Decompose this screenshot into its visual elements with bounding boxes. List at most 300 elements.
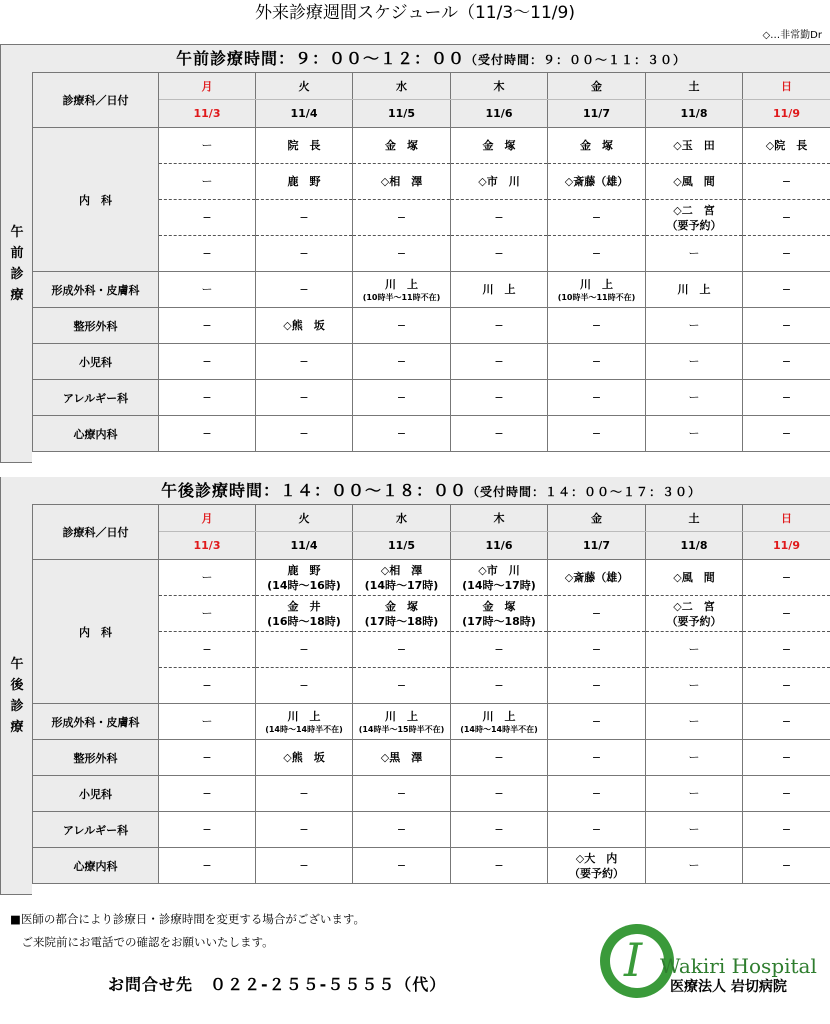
corner-label: 診療科／日付 (33, 505, 159, 560)
schedule-cell (159, 128, 256, 164)
doctor-name: − (781, 211, 792, 224)
schedule-cell (256, 632, 353, 668)
schedule-cell (159, 380, 256, 416)
date-header: 11/8 (646, 532, 743, 560)
doctor-name: 金 塚 (580, 139, 613, 152)
doctor-name: − (299, 643, 309, 656)
schedule-cell (353, 272, 451, 308)
schedule-cell (353, 812, 451, 848)
doctor-note: （要予約） (666, 614, 722, 628)
day-header: 日 (743, 505, 830, 532)
note-line: ご来院前にお電話での確認をお願いいたします。 (10, 935, 274, 949)
doctor-note: (17時〜18時) (462, 614, 536, 628)
doctor-name: 川 上 (287, 709, 321, 723)
schedule-cell (451, 596, 548, 632)
doctor-name: ー (688, 247, 700, 260)
doctor-name: − (202, 211, 212, 224)
schedule-cell (646, 416, 743, 452)
schedule-cell (646, 128, 743, 164)
schedule-cell (743, 776, 830, 812)
doctor-name: ー (688, 787, 700, 800)
schedule-cell (353, 200, 451, 236)
doctor-name: − (781, 247, 792, 260)
logo-mark: I (624, 933, 643, 987)
schedule-cell (451, 272, 548, 308)
schedule-cell (548, 236, 646, 272)
doctor-name: − (591, 355, 602, 368)
doctor-name: − (299, 427, 309, 440)
doctor-name: ー (201, 571, 213, 584)
doctor-note: (14時〜16時) (267, 578, 341, 592)
doctor-name: ◇斎藤（雄） (564, 571, 629, 584)
schedule-cell (353, 128, 451, 164)
doctor-name: − (299, 787, 309, 800)
schedule-cell (256, 128, 353, 164)
doctor-name: − (781, 355, 792, 368)
doctor-name: − (591, 751, 602, 764)
doctor-name: − (299, 823, 309, 836)
doctor-name: ◇大 内 (575, 851, 618, 865)
doctor-name: − (396, 355, 407, 368)
schedule-cell (451, 704, 548, 740)
doctor-name: − (202, 823, 212, 836)
doctor-name: − (494, 751, 504, 764)
schedule-cell (256, 308, 353, 344)
doctor-name: − (591, 715, 602, 728)
schedule-cell (743, 740, 830, 776)
schedule-cell (743, 848, 830, 884)
schedule-cell (548, 164, 646, 200)
date-header: 11/7 (548, 100, 646, 128)
doctor-name: − (781, 643, 792, 656)
doctor-name: − (299, 247, 309, 260)
doctor-name: − (396, 859, 407, 872)
doctor-name: − (396, 247, 407, 260)
day-header: 月 (159, 505, 256, 532)
doctor-name: − (494, 355, 504, 368)
day-header: 金 (548, 505, 646, 532)
schedule-cell (743, 704, 830, 740)
schedule-cell (451, 308, 548, 344)
date-header: 11/4 (256, 100, 353, 128)
dept-row (33, 812, 830, 848)
schedule-cell (159, 596, 256, 632)
schedule-cell (451, 740, 548, 776)
sidebar-char: 午 (10, 225, 24, 240)
schedule-cell (548, 812, 646, 848)
doctor-name: − (396, 427, 407, 440)
schedule-cell (548, 848, 646, 884)
doctor-name: − (494, 823, 504, 836)
doctor-name: 金 塚 (385, 599, 418, 613)
dept-row (33, 416, 830, 452)
logo-english-name: Wakiri Hospital (660, 954, 817, 978)
doctor-name: − (202, 643, 212, 656)
schedule-cell (353, 632, 451, 668)
doctor-name: − (396, 643, 407, 656)
doctor-absence-note: (14時半〜15時半不在) (358, 724, 445, 734)
dept-label: 小児科 (33, 344, 159, 380)
schedule-cell (743, 560, 830, 596)
schedule-cell (256, 344, 353, 380)
doctor-name: ◇市 川 (478, 175, 520, 188)
schedule-cell (743, 632, 830, 668)
day-header: 木 (451, 73, 548, 100)
dept-row (33, 344, 830, 380)
doctor-name: − (494, 679, 504, 692)
schedule-cell (353, 236, 451, 272)
dept-label: 心療内科 (33, 416, 159, 452)
doctor-name: − (299, 211, 309, 224)
schedule-cell (646, 272, 743, 308)
hours-reception: （受付時間：１４：００〜１７：３０） (467, 485, 702, 499)
schedule-cell (256, 236, 353, 272)
day-header: 金 (548, 73, 646, 100)
date-header: 11/3 (159, 532, 256, 560)
dept-row (33, 704, 830, 740)
doctor-name: − (591, 679, 602, 692)
doctor-name: ◇玉 田 (673, 139, 715, 152)
schedule-cell (451, 812, 548, 848)
schedule-cell (353, 416, 451, 452)
doctor-name: ー (688, 391, 700, 404)
doctor-name: − (299, 283, 309, 296)
date-header: 11/6 (451, 532, 548, 560)
day-header: 火 (256, 73, 353, 100)
schedule-cell (159, 740, 256, 776)
schedule-cell (256, 776, 353, 812)
doctor-name: − (781, 823, 792, 836)
schedule-cell (451, 128, 548, 164)
schedule-cell (743, 668, 830, 704)
schedule-cell (646, 308, 743, 344)
doctor-name: ー (201, 175, 213, 188)
hours-main: 午前診療時間：９：００〜１２：００ (175, 49, 465, 68)
doctor-name: 川 上 (580, 277, 613, 291)
doctor-name: − (591, 787, 602, 800)
schedule-cell (159, 632, 256, 668)
sidebar-char: 午 (10, 657, 24, 672)
schedule-cell (159, 704, 256, 740)
schedule-cell (256, 668, 353, 704)
schedule-cell (548, 632, 646, 668)
doctor-name: − (781, 571, 792, 584)
pm-sidebar (0, 477, 32, 895)
doctor-name: − (299, 355, 309, 368)
dept-row (33, 380, 830, 416)
pm-hours-header (32, 477, 830, 504)
schedule-cell (256, 200, 353, 236)
dept-row (33, 776, 830, 812)
doctor-name: ◇市 川 (478, 563, 520, 577)
doctor-name: − (591, 319, 602, 332)
schedule-cell (743, 416, 830, 452)
doctor-name: − (591, 643, 602, 656)
doctor-name: − (396, 319, 407, 332)
doctor-absence-note: (14時〜14時半不在) (265, 724, 343, 734)
page-title: 外来診療週間スケジュール（11/3〜11/9) (255, 3, 575, 23)
doctor-name: − (299, 859, 309, 872)
schedule-cell (159, 308, 256, 344)
dept-label: 心療内科 (33, 848, 159, 884)
schedule-cell (256, 596, 353, 632)
doctor-name: − (781, 787, 792, 800)
date-header: 11/4 (256, 532, 353, 560)
doctor-name: 金 井 (287, 599, 321, 613)
date-header: 11/7 (548, 532, 646, 560)
schedule-cell (743, 596, 830, 632)
schedule-cell (548, 128, 646, 164)
schedule-cell (743, 200, 830, 236)
am-sidebar (0, 45, 32, 463)
doctor-name: ◇院 長 (765, 139, 808, 152)
schedule-cell (548, 380, 646, 416)
schedule-cell (451, 776, 548, 812)
doctor-name: − (202, 319, 212, 332)
doctor-name: − (396, 823, 407, 836)
doctor-name: − (494, 319, 504, 332)
dept-label: 整形外科 (33, 308, 159, 344)
dept-label: 形成外科・皮膚科 (33, 272, 159, 308)
doctor-absence-note: (10時半〜11時不在) (557, 292, 636, 302)
sidebar-char: 療 (10, 288, 24, 303)
schedule-cell (743, 272, 830, 308)
doctor-name: ー (688, 319, 700, 332)
doctor-name: − (781, 751, 792, 764)
doctor-name: ◇斎藤（雄） (564, 175, 629, 188)
schedule-cell (159, 848, 256, 884)
doctor-name: 金 塚 (482, 139, 516, 152)
schedule-cell (548, 308, 646, 344)
schedule-cell (743, 128, 830, 164)
schedule-cell (159, 560, 256, 596)
schedule-cell (353, 380, 451, 416)
day-header-row (33, 73, 830, 100)
schedule-cell (548, 272, 646, 308)
doctor-note: (16時〜18時) (267, 614, 341, 628)
schedule-cell (353, 848, 451, 884)
schedule-cell (159, 200, 256, 236)
am-hours-header (32, 45, 830, 72)
doctor-note: （要予約） (569, 866, 624, 880)
day-header: 土 (646, 73, 743, 100)
doctor-name: 鹿 野 (287, 563, 321, 577)
doctor-name: − (781, 175, 792, 188)
dept-label: 整形外科 (33, 740, 159, 776)
schedule-cell (646, 596, 743, 632)
schedule-cell (256, 272, 353, 308)
schedule-cell (451, 560, 548, 596)
doctor-name: − (781, 283, 792, 296)
legend-note: ◇…非常勤Dr (762, 30, 822, 41)
schedule-cell (353, 776, 451, 812)
doctor-name: 川 上 (482, 283, 516, 296)
day-header: 日 (743, 73, 830, 100)
dept-label: 内 科 (33, 128, 159, 272)
internal-medicine-row (33, 560, 830, 596)
pm-schedule-block (0, 477, 830, 895)
schedule-cell (743, 236, 830, 272)
doctor-absence-note: (14時〜14時半不在) (460, 724, 538, 734)
schedule-cell (451, 236, 548, 272)
schedule-cell (159, 812, 256, 848)
doctor-name: ー (201, 607, 213, 620)
schedule-cell (256, 380, 353, 416)
schedule-cell (159, 272, 256, 308)
doctor-note: (17時〜18時) (364, 614, 439, 628)
doctor-name: − (494, 787, 504, 800)
schedule-cell (548, 596, 646, 632)
schedule-cell (159, 164, 256, 200)
doctor-name: − (591, 427, 602, 440)
day-header: 水 (353, 505, 451, 532)
doctor-name: 金 塚 (482, 599, 516, 613)
doctor-name: − (781, 607, 792, 620)
schedule-cell (646, 740, 743, 776)
doctor-name: ー (688, 751, 700, 764)
schedule-cell (743, 308, 830, 344)
schedule-cell (548, 200, 646, 236)
schedule-cell (451, 416, 548, 452)
doctor-name: ー (201, 715, 213, 728)
doctor-name: − (494, 211, 504, 224)
doctor-name: − (494, 643, 504, 656)
doctor-name: 川 上 (677, 283, 711, 296)
schedule-cell (159, 668, 256, 704)
day-header: 月 (159, 73, 256, 100)
internal-medicine-row (33, 128, 830, 164)
doctor-name: − (202, 679, 212, 692)
doctor-name: ー (688, 823, 700, 836)
schedule-cell (743, 380, 830, 416)
schedule-cell (256, 812, 353, 848)
doctor-name: 金 塚 (385, 139, 418, 152)
doctor-name: ー (688, 679, 700, 692)
schedule-cell (646, 200, 743, 236)
schedule-cell (646, 236, 743, 272)
date-header: 11/5 (353, 532, 451, 560)
date-header: 11/3 (159, 100, 256, 128)
schedule-cell (451, 668, 548, 704)
date-header: 11/9 (743, 532, 830, 560)
schedule-cell (548, 560, 646, 596)
doctor-name: ◇熊 坂 (283, 319, 325, 332)
doctor-name: − (781, 679, 792, 692)
schedule-cell (353, 344, 451, 380)
doctor-name: ー (688, 715, 700, 728)
schedule-cell (743, 164, 830, 200)
schedule-cell (353, 308, 451, 344)
day-header: 土 (646, 505, 743, 532)
schedule-cell (646, 380, 743, 416)
doctor-name: − (202, 751, 212, 764)
schedule-cell (256, 848, 353, 884)
doctor-name: − (396, 679, 407, 692)
doctor-name: 川 上 (385, 277, 418, 291)
am-schedule-block (0, 45, 830, 463)
dept-label: 小児科 (33, 776, 159, 812)
schedule-cell (646, 164, 743, 200)
doctor-name: − (781, 859, 792, 872)
doctor-name: ◇風 間 (673, 175, 715, 188)
dept-label: 内 科 (33, 560, 159, 704)
schedule-cell (743, 344, 830, 380)
doctor-absence-note: (10時半〜11時不在) (362, 292, 441, 302)
doctor-name: − (202, 787, 212, 800)
am-schedule-table (32, 72, 830, 452)
schedule-cell (548, 740, 646, 776)
schedule-cell (646, 848, 743, 884)
doctor-name: − (299, 391, 309, 404)
doctor-name: ◇相 澤 (380, 175, 423, 188)
doctor-name: − (591, 211, 602, 224)
sidebar-char: 後 (10, 678, 24, 693)
schedule-cell (646, 668, 743, 704)
schedule-cell (451, 380, 548, 416)
doctor-name: − (591, 823, 602, 836)
dept-row (33, 272, 830, 308)
day-header-row (33, 505, 830, 532)
doctor-name: 川 上 (385, 709, 418, 723)
schedule-cell (451, 632, 548, 668)
schedule-cell (548, 776, 646, 812)
schedule-cell (353, 704, 451, 740)
dept-label: 形成外科・皮膚科 (33, 704, 159, 740)
schedule-cell (646, 704, 743, 740)
day-header: 木 (451, 505, 548, 532)
schedule-cell (451, 848, 548, 884)
schedule-cell (256, 416, 353, 452)
doctor-name: ◇二 宮 (673, 203, 715, 217)
schedule-cell (353, 164, 451, 200)
doctor-name: ◇相 澤 (380, 563, 423, 577)
doctor-name: − (494, 427, 504, 440)
day-header: 火 (256, 505, 353, 532)
doctor-name: − (781, 427, 792, 440)
schedule-cell (256, 704, 353, 740)
doctor-name: − (781, 319, 792, 332)
doctor-name: ー (201, 283, 213, 296)
doctor-name: 院 長 (287, 139, 321, 152)
schedule-cell (256, 560, 353, 596)
schedule-cell (256, 740, 353, 776)
doctor-name: − (202, 355, 212, 368)
schedule-cell (353, 596, 451, 632)
doctor-name: − (494, 859, 504, 872)
doctor-name: − (781, 391, 792, 404)
corner-label: 診療科／日付 (33, 73, 159, 128)
schedule-cell (159, 776, 256, 812)
doctor-note: (14時〜17時) (462, 578, 536, 592)
schedule-cell (743, 812, 830, 848)
schedule-cell (548, 344, 646, 380)
schedule-cell (548, 668, 646, 704)
doctor-name: − (591, 391, 602, 404)
doctor-name: ◇二 宮 (673, 599, 715, 613)
dept-label: アレルギー科 (33, 812, 159, 848)
date-header: 11/5 (353, 100, 451, 128)
schedule-cell (646, 344, 743, 380)
sidebar-char: 療 (10, 720, 24, 735)
sidebar-char: 診 (10, 699, 24, 714)
doctor-name: − (591, 607, 602, 620)
schedule-cell (353, 668, 451, 704)
notes (10, 908, 365, 954)
schedule-cell (646, 812, 743, 848)
doctor-name: − (202, 391, 212, 404)
doctor-name: − (591, 247, 602, 260)
note-line: ■医師の都合により診療日・診療時間を変更する場合がございます。 (10, 912, 365, 926)
